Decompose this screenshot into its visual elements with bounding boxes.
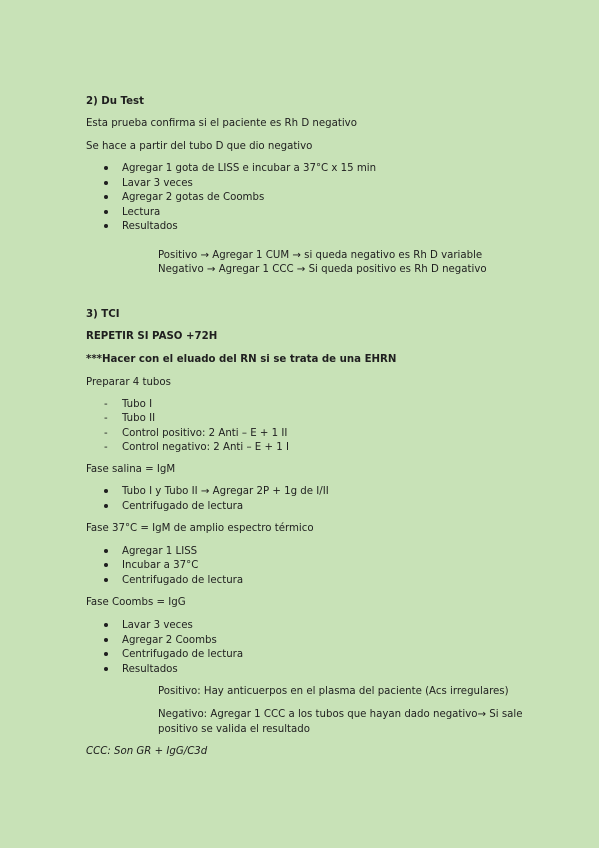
du-test-result-positive: Positivo → Agregar 1 CUM → si queda negativo es Rh D variable [158,250,483,261]
fase-37-step-2: Incubar a 37°C [122,560,199,571]
tube-item-2: Tubo II [122,413,156,424]
fase-salina-step-1: Tubo I y Tubo II → Agregar 2P + 1g de I/II [122,486,329,497]
bullet-icon [104,224,108,228]
du-test-paragraph-1: Esta prueba confirma si el paciente es Rh D negativo [86,118,357,129]
dash-marker: - [104,413,108,424]
du-test-step-3: Agregar 2 gotas de Coombs [122,192,265,203]
fase-coombs-step-1: Lavar 3 veces [122,620,193,631]
bullet-icon [104,549,108,553]
fase-coombs-step-3: Centrifugado de lectura [122,649,244,660]
du-test-step-4: Lectura [122,207,161,218]
fase-37-step-1: Agregar 1 LISS [122,546,198,557]
bullet-icon [104,166,108,170]
dash-marker: - [104,442,108,453]
fase-salina-title: Fase salina = IgM [86,464,176,475]
tci-result-positive: Positivo: Hay anticuerpos en el plasma del paciente (Acs irregulares) [158,686,509,697]
tube-item-1: Tubo I [122,399,153,410]
bullet-icon [104,210,108,214]
du-test-step-2: Lavar 3 veces [122,178,193,189]
tci-eluate-note: ***Hacer con el eluado del RN si se trata de una EHRN [86,354,397,365]
fase-salina-step-2: Centrifugado de lectura [122,501,244,512]
fase-coombs-step-4: Resultados [122,664,178,675]
tube-item-4: Control negativo: 2 Anti – E + 1 I [122,442,289,453]
fase-coombs-title: Fase Coombs = IgG [86,597,186,608]
tube-item-3: Control positivo: 2 Anti – E + 1 II [122,428,288,439]
bullet-icon [104,181,108,185]
bullet-icon [104,652,108,656]
du-test-paragraph-2: Se hace a partir del tubo D que dio negativo [86,141,313,152]
fase-37-step-3: Centrifugado de lectura [122,575,244,586]
bullet-icon [104,578,108,582]
bullet-icon [104,623,108,627]
bullet-icon [104,504,108,508]
bullet-icon [104,638,108,642]
fase-37-title: Fase 37°C = IgM de amplio espectro térmico [86,523,314,534]
dash-marker: - [104,399,108,410]
tci-prep-text: Preparar 4 tubos [86,377,171,388]
bullet-icon [104,563,108,567]
tci-repeat-note: REPETIR SI PASO +72H [86,331,218,342]
du-test-step-1: Agregar 1 gota de LISS e incubar a 37°C x 15 min [122,163,377,174]
du-test-heading: 2) Du Test [86,96,144,107]
bullet-icon [104,667,108,671]
tci-result-negative-line-1: Negativo: Agregar 1 CCC a los tubos que hayan dado negativo→ Si sale [158,709,523,720]
du-test-result-negative: Negativo → Agregar 1 CCC → Si queda positivo es Rh D negativo [158,264,487,275]
bullet-icon [104,489,108,493]
fase-coombs-step-2: Agregar 2 Coombs [122,635,217,646]
ccc-definition: CCC: Son GR + IgG/C3d [86,746,208,757]
bullet-icon [104,195,108,199]
dash-marker: - [104,428,108,439]
du-test-step-5: Resultados [122,221,178,232]
tci-result-negative-line-2: positivo se valida el resultado [158,724,310,735]
tci-heading: 3) TCI [86,309,120,320]
